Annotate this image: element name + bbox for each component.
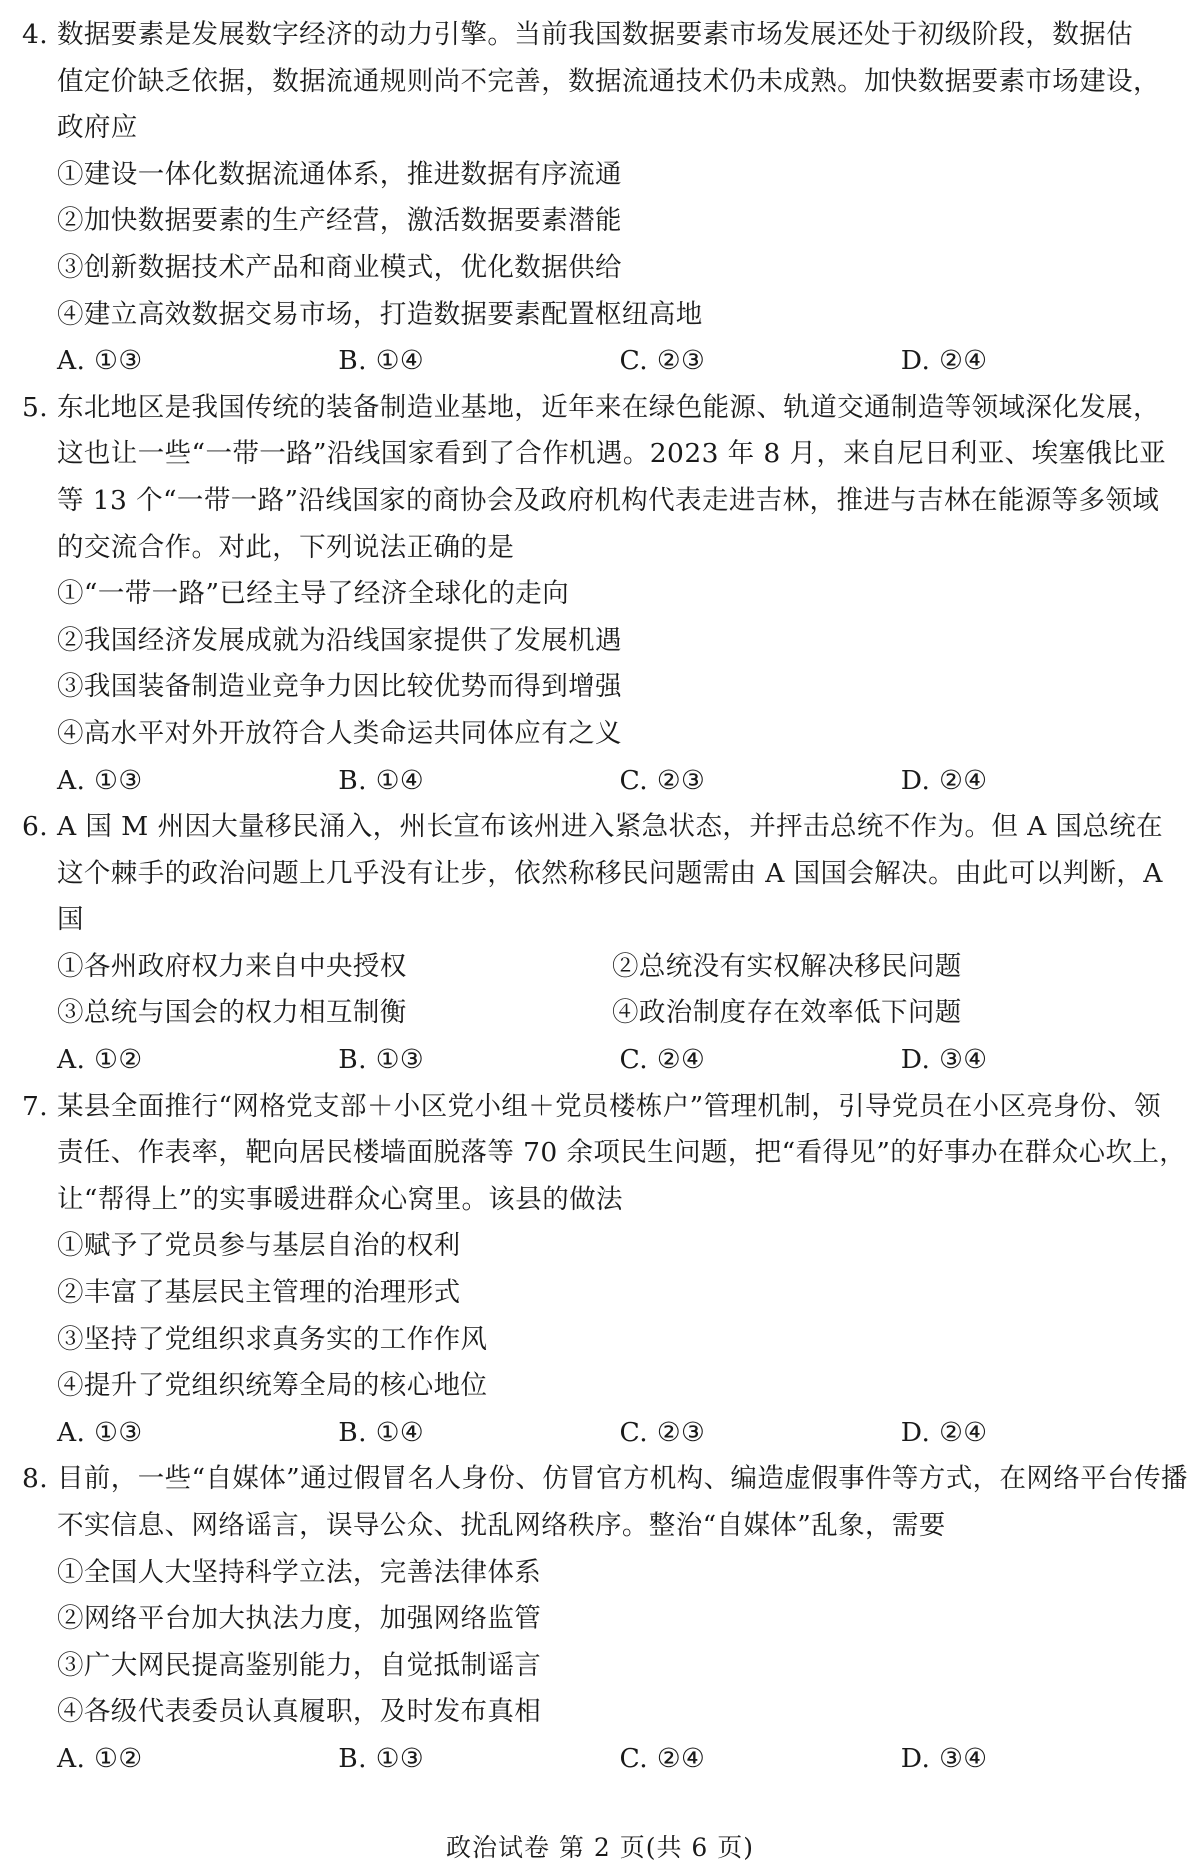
- question-5: [22, 385, 1182, 804]
- answer-choice-b: B. ①④: [338, 345, 425, 377]
- answer-choice-c: C. ②③: [619, 1416, 706, 1448]
- answer-choice-d: D. ③④: [900, 1044, 988, 1076]
- answer-choice-a: A. ①②: [57, 1742, 143, 1774]
- statement-option: ①全国人大坚持科学立法，完善法律体系: [57, 1556, 542, 1588]
- answer-choice-a: A. ①③: [57, 345, 143, 377]
- question-stem-line: 4. 数据要素是发展数字经济的动力引擎。当前我国数据要素市场发展还处于初级阶段，数据估: [22, 12, 1182, 59]
- question-number: 7.: [22, 1090, 49, 1122]
- answer-choice-a: A. ①③: [57, 1416, 143, 1448]
- answer-choices: [22, 1037, 1182, 1084]
- statement-option: ④各级代表委员认真履职，及时发布真相: [57, 1696, 542, 1728]
- question-number: 6.: [22, 811, 49, 843]
- statement-option: ②我国经济发展成就为沿线国家提供了发展机遇: [57, 624, 622, 656]
- answer-choice-d: D. ②④: [900, 1416, 988, 1448]
- statement-option: ①建设一体化数据流通体系，推进数据有序流通: [57, 158, 622, 190]
- statement-option: ③广大网民提高鉴别能力，自觉抵制谣言: [57, 1649, 542, 1681]
- answer-choice-d: D. ③④: [900, 1742, 988, 1774]
- question-6: [22, 804, 1182, 1084]
- statement-option: ③总统与国会的权力相互制衡: [57, 997, 407, 1029]
- answer-choice-b: B. ①④: [338, 764, 425, 796]
- answer-choices: [22, 1736, 1182, 1783]
- statement-option: ①“一带一路”已经主导了经济全球化的走向: [57, 578, 570, 610]
- answer-choice-a: A. ①③: [57, 764, 143, 796]
- answer-choice-c: C. ②④: [619, 1742, 706, 1774]
- statement-option: ②加快数据要素的生产经营，激活数据要素潜能: [57, 205, 622, 237]
- question-stem-line: 6. A 国 M 州因大量移民涌入，州长宣布该州进入紧急状态，并抨击总统不作为。但 A 国总统在: [22, 804, 1182, 851]
- question-stem-line: 的交流合作。对此，下列说法正确的是: [57, 531, 515, 563]
- question-stem-line: 这个棘手的政治问题上几乎没有让步，依然称移民问题需由 A 国国会解决。由此可以判断，A: [57, 857, 1163, 889]
- statement-option: ④提升了党组织统筹全局的核心地位: [57, 1370, 488, 1402]
- question-stem-line: 值定价缺乏依据，数据流通规则尚不完善，数据流通技术仍未成熟。加快数据要素市场建设，: [57, 65, 1160, 97]
- statement-option: ②网络平台加大执法力度，加强网络监管: [57, 1603, 542, 1635]
- answer-choice-c: C. ②③: [619, 764, 706, 796]
- question-stem-line: 政府应: [57, 112, 138, 144]
- page-footer: 政治试卷 第 2 页(共 6 页): [445, 1833, 755, 1862]
- answer-choices: [22, 1410, 1182, 1457]
- question-number: 4.: [22, 19, 49, 50]
- statement-option: ③创新数据技术产品和商业模式，优化数据供给: [57, 251, 622, 283]
- question-8: [22, 1456, 1188, 1782]
- question-7: [22, 1084, 1187, 1457]
- answer-choices: [22, 758, 1182, 805]
- question-4: [22, 12, 1182, 385]
- statement-option: ③坚持了党组织求真务实的工作作风: [57, 1323, 488, 1355]
- answer-choice-b: B. ①③: [338, 1044, 425, 1076]
- statement-option: ①赋予了党员参与基层自治的权利: [57, 1230, 461, 1262]
- question-number: 8.: [22, 1463, 49, 1495]
- question-stem-line: 这也让一些“一带一路”沿线国家看到了合作机遇。2023 年 8 月，来自尼日利亚、埃塞俄比亚: [57, 438, 1167, 470]
- question-stem-line: 国: [57, 904, 84, 936]
- answer-choice-d: D. ②④: [900, 345, 988, 377]
- statement-option: ④建立高效数据交易市场，打造数据要素配置枢纽高地: [57, 298, 703, 330]
- question-stem-line: 不实信息、网络谣言，误导公众、扰乱网络秩序。整治“自媒体”乱象，需要: [57, 1510, 946, 1541]
- answer-choice-d: D. ②④: [900, 764, 988, 796]
- question-stem-line: 等 13 个“一带一路”沿线国家的商协会及政府机构代表走进吉林，推进与吉林在能源等多领域: [57, 484, 1160, 516]
- answer-choice-b: B. ①③: [338, 1742, 425, 1774]
- answer-choices: [22, 338, 1182, 385]
- answer-choice-b: B. ①④: [338, 1416, 425, 1448]
- question-number: 5.: [22, 391, 49, 423]
- question-stem-line: 让“帮得上”的实事暖进群众心窝里。该县的做法: [57, 1183, 623, 1215]
- statement-option: ②丰富了基层民主管理的治理形式: [57, 1277, 461, 1309]
- question-stem-line: 8. 目前，一些“自媒体”通过假冒名人身份、仿冒官方机构、编造虚假事件等方式，在网络平台传播: [22, 1456, 1182, 1503]
- statement-option: ①各州政府权力来自中央授权: [57, 950, 407, 982]
- statement-option-row: [22, 990, 1182, 1037]
- question-stem-line: 5. 东北地区是我国传统的装备制造业基地，近年来在绿色能源、轨道交通制造等领域深化发展，: [22, 385, 1182, 432]
- answer-choice-a: A. ①②: [57, 1044, 143, 1076]
- answer-choice-c: C. ②③: [619, 345, 706, 377]
- statement-option: ④高水平对外开放符合人类命运共同体应有之义: [57, 717, 622, 749]
- statement-option: ②总统没有实权解决移民问题: [612, 950, 962, 982]
- statement-option-row: [22, 944, 1182, 991]
- question-stem-line: 7. 某县全面推行“网格党支部＋小区党小组＋党员楼栋户”管理机制，引导党员在小区亮身份、领: [22, 1084, 1182, 1131]
- statement-option: ④政治制度存在效率低下问题: [612, 997, 962, 1029]
- answer-choice-c: C. ②④: [619, 1044, 706, 1076]
- statement-option: ③我国装备制造业竞争力因比较优势而得到增强: [57, 671, 622, 703]
- question-stem-line: 责任、作表率，靶向居民楼墙面脱落等 70 余项民生问题，把“看得见”的好事办在群众心坎上，: [57, 1137, 1187, 1169]
